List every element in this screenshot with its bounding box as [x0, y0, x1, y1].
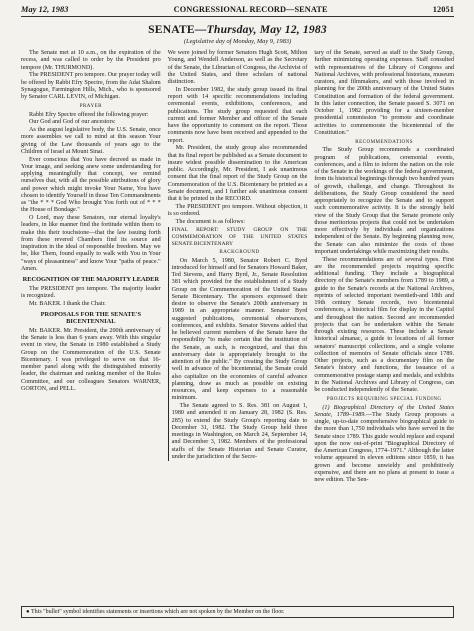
- paragraph: tary of the Senate, served as staff to the Study Group, further minimizing operating expenses. Staff consulted with representatives of the Library of Congress and National Archives, with professional historians, museum curators, and filmmakers, and with those involved in planning for the 200th anniversary of the United States Constitution and formation of the federal government. In this latter connection, the Senate passed S. 3071 on October 1, 1982 providing for a sixteen-member presidential commission "to promote and coordinate activities to commemorate the bicentennial of the Constitution.": [314, 50, 455, 136]
- bullet-footnote: ● This "bullet" symbol identifies statements or insertions which are not spoken by the Member on the floor.: [21, 606, 454, 618]
- section-heading-prayer: PRAYER: [79, 104, 102, 110]
- section-heading-projects: PROJECTS REQUIRING SPECIAL FUNDING: [326, 397, 442, 403]
- paragraph: The Study Group recommends a coordinated program of publications, ceremonial events, conferences, and a film to inform the nation on the role of the Senate in the workings of the federal government, from its historical beginnings through two hundred years of growth, challenge, and change. Throughout its deliberations, the Study Group considered the need appropriately to recognize the Senate and to support such commemorative activity. It is the strongly held view of the Study Group that the Senate promote only those meritorious projects that could not be undertaken more effectively by individuals and organizations independent of the Senate. By beginning planning now, the Senate can also minimize the costs of those important undertakings while maximizing their results.: [314, 147, 455, 255]
- paragraph: The PRESIDENT pro tempore. Our prayer today will be offered by Rabbi Efry Spectre, from the Adat Shalom Synagogue, Farmington Hills, Mich., who is sponsored by Senator CARL LEVIN, of Michigan.: [21, 72, 161, 100]
- section-heading-recognition: RECOGNITION OF THE MAJORITY LEADER: [22, 276, 160, 283]
- paragraph: These recommendations are of several types. First are the recommended projects requiring specific additional funding. They include a biographical directory of the Senate's members from 1789 to 1989, a guide to the Senate's records at the National Archives, reprints of selected important twentieth-and 18th and 19th century Senate records, two bicentennial conferences, a historical film for display in the Capitol and throughout the nation. Second are recommended projects that can be undertaken within the Senate through existing resources. These include a Senate historical almanac, a guide to locations of all former senators' manuscript collections, and a single volume collection of memoirs of Senate officials since 1789. Other projects, such as a documentary film on the Senate's history and functions, the issuance of a commemorative postage stamp and medals, and exhibits in the National Archives and Library of Congress, can be conducted independently of the Senate.: [314, 256, 455, 393]
- legislative-day: (Legislative day of Monday, May 9, 1983): [183, 38, 292, 45]
- paragraph: The PRESIDENT pro tempore. The majority leader is recognized.: [21, 285, 161, 299]
- paragraph: The Senate met at 10 a.m., on the expiration of the recess, and was called to order by the President pro tempore (Mr. THURMOND).: [21, 50, 161, 71]
- paragraph: As the august legislative body, the U.S. Senate, once more assembles we call to mind at this season Your giving of the Law thousands of years ago to the Children of Israel at Mount Sinai.: [21, 127, 161, 155]
- project-text: —The Study Group proposes a single, up-to-date comprehensive biographical guide to the more than 1,750 individuals who have served in the Senate since 1789. This guide would replace and expand upon the now out-of-print "Biographical Directory of the American Congress, 1774–1971." Although the latter volume appeared in eleven editions since 1859, it has grown and become unwieldy and prohibitively expensive, and there are no plans at present to issue a new edition. The Sen-: [314, 411, 455, 483]
- paragraph: The document is as follows:: [175, 218, 245, 225]
- column-2: [168, 50, 308, 484]
- report-title: FINAL REPORT: STUDY GROUP ON THE COMMEMORATION OF THE UNITED STATES SENATE BICENTENARY: [171, 227, 308, 247]
- header-date: May 12, 1983: [21, 5, 69, 14]
- inserted-document: [168, 227, 308, 461]
- column-1: [21, 50, 161, 484]
- page-title: [21, 23, 454, 36]
- session-date: —Thursday, May 12, 1983: [194, 23, 327, 36]
- paragraph: On March 5, 1980, Senator Robert C. Byrd introduced for himself and for Senators Howard Baker, Ted Stevens, and Harry Byrd, Jr., Senate Resolution 381 which provided for the establishment of a Study Group on the Commemoration of the United States Senate Bicentenary. The sponsors expressed their desire to observe the Senate's 200th anniversary in 1989 in an appropriate manner. Senator Byrd suggested publications, ceremonial observances, conferences, and exhibits. Senator Stevens added that he believed current members of the Senate have the responsibility "to make certain that the institution of the Senate, as such, is recognized, and that this anniversary date is appropriately brought to the attention of the public." By creating the Study Group well in advance of the bicentennial, the Senate could also capitalize on the economies of careful advance planning, draw as much as possible on existing resources, and keep expenses to a reasonable minimum.: [171, 257, 308, 402]
- paragraph: Ever conscious that You have decreed us made in Your image, and seeking anew some understanding for applying meaningfully that concept, we remind ourselves that, with all the possible attributions of glory and power which might invoke Your Name, You have chosen to identify Yourself in those Ten Commandments as "the * * * God Who brought You forth out of * * * the House of Bondage.": [21, 156, 161, 214]
- journal-name: CONGRESSIONAL RECORD—SENATE: [173, 5, 328, 14]
- running-head: [21, 5, 454, 17]
- project-title: (1) Biographical Directory of the United States Senate, 1789–1989.: [314, 404, 455, 418]
- page-number: 12051: [432, 5, 454, 14]
- paragraph: O Lord, may these Senators, our eternal loyalty's leaders, in like manner find the fortitude within them to make this their touchstone—that the law issuing forth from these revered Chambers find its source and inspiration in the ideal of responsible freedom. May we be, like Them, found equally to walk with You in Your "ways of pleasantness" and know Your "paths of peace." Amen.: [21, 215, 161, 272]
- section-heading-proposals: PROPOSALS FOR THE SENATE'S BICENTENNIAL: [40, 310, 142, 326]
- paragraph: The PRESIDENT pro tempore. Without objection, it is so ordered.: [167, 203, 308, 217]
- column-3: [314, 50, 454, 484]
- paragraph: Our God and God of our ancestors:: [29, 119, 116, 126]
- paragraph: We were joined by former Senators Hugh Scott, Milton Young, and Wendell Anderson, as well as the Secretary of the Senate, the Librarian of Congress, the Archivist of the United States, and three scholars of national distinction.: [167, 50, 308, 85]
- paragraph: Rabbi Efry Spectre offered the following prayer:: [29, 111, 149, 118]
- paragraph: In December 1982, the study group issued its final report with 14 specific recommendations including ceremonial events, exhibitions, conferences, and publications. The study group requested that each current and former Member and officer of the Senate have the opportunity to comment on the report. Those comments now have been received and appended to the report.: [167, 86, 308, 144]
- chamber-name: SENATE: [148, 23, 195, 36]
- paragraph: Mr. BAKER. I thank the Chair.: [29, 300, 106, 307]
- paragraph: [314, 405, 454, 485]
- paragraph: Mr. President, the study group also recommended that its final report be published as a Senate document to insure widest possible dissemination to the American public. Accordingly, Mr. President, I ask unanimous consent that the final report of the Study Group on the Commemoration of the U.S. Bicentenary be printed as a Senate document, and I further ask unanimous consent that it be printed in the RECORD.: [167, 145, 308, 202]
- section-heading-background: BACKGROUND: [219, 250, 260, 256]
- paragraph: The Senate agreed to S. Res. 381 on August 1, 1980 and amended it on January 28, 1982 (S. Res. 285) to extend the Study Group's reporting date to December 31, 1982. The Study Group held three meetings in Washington, on March 24, September 14, and December 3, 1982. Members of the professional staffs of the Senate Historian and Senate Curator, under the jurisdiction of the Secre-: [171, 403, 308, 460]
- section-heading-recommendations: RECOMMENDATIONS: [355, 140, 414, 145]
- paragraph: Mr. BAKER. Mr. President, the 200th anniversary of the Senate is less than 6 years away. With this singular event in view, the Senate in 1980 established a Study Group on the Commemoration of the U.S. Senate Bicentenary. I was privileged to serve on that 16-member panel along with the distinguished minority leader, the chairman and ranking member of the Rules Committee, and our colleagues Senators WARNER, GORTON, and PELL.: [21, 327, 161, 392]
- text-columns: [21, 50, 454, 484]
